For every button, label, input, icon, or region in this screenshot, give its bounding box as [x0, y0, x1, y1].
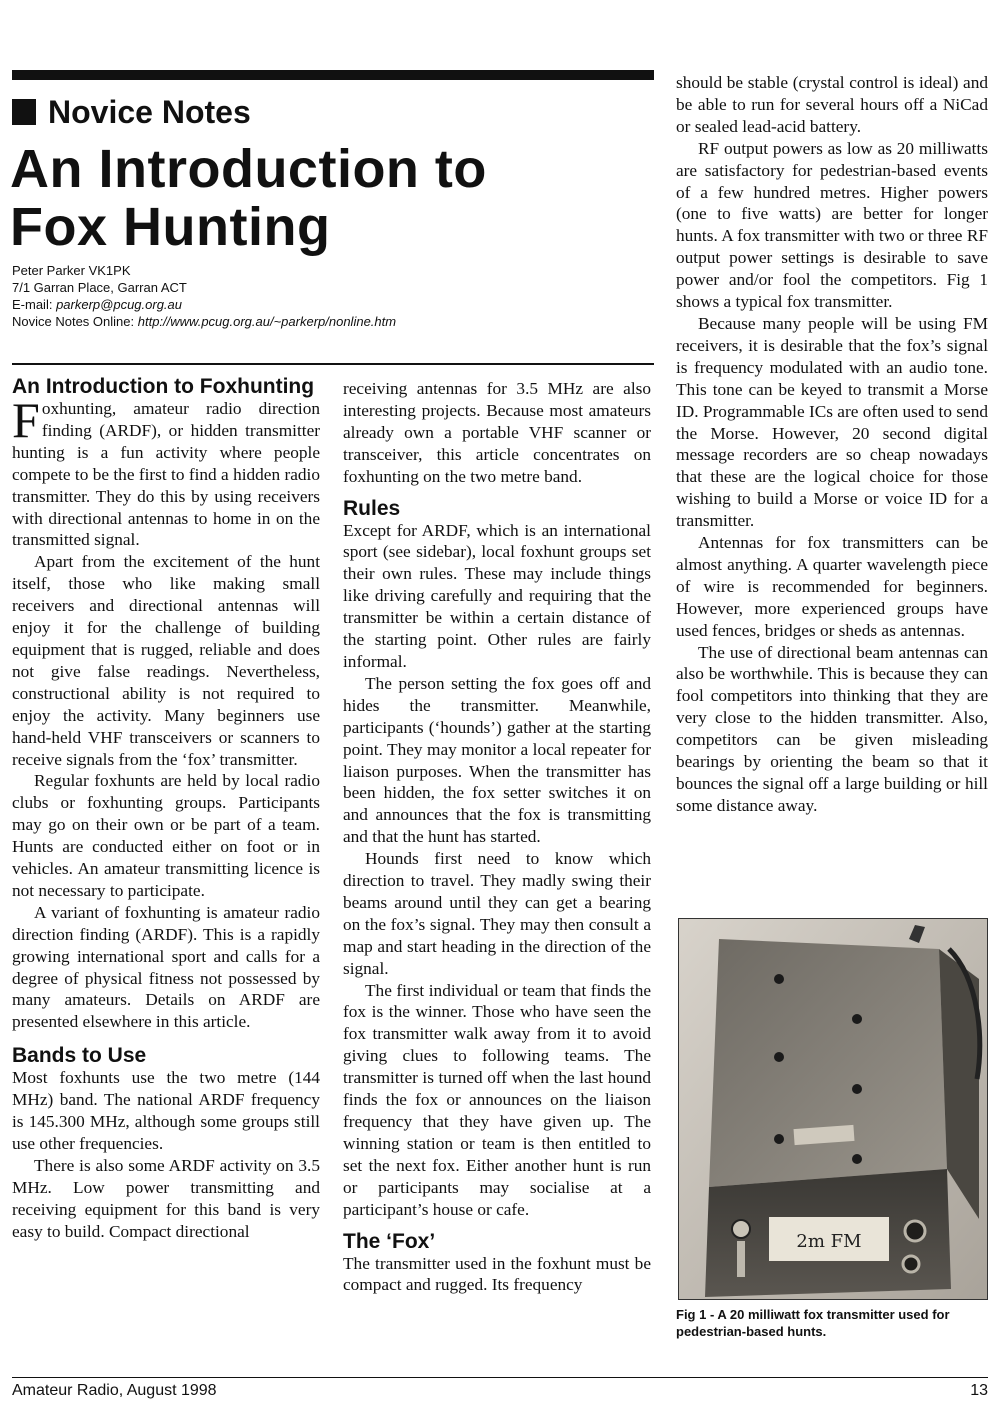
column-3: [676, 72, 988, 817]
online-label: Novice Notes Online:: [12, 314, 138, 329]
drop-cap: F: [12, 392, 40, 448]
divider-rule: [12, 363, 654, 365]
bands-continued: receiving antennas for 3.5 MHz are also interesting projects. Because most amateurs already own a portable VHF scanner or transceiver, this article concentrates on foxhunting on the two metre band.: [343, 379, 651, 486]
column-1: [12, 376, 320, 1243]
fox-paragraph-3: Because many people will be using FM receivers, it is desirable that the fox’s signal is frequency modulated with an audio tone. This tone can be keyed to transmit a Morse ID. Programmable ICs are often used to send the Morse. However, 20 second digital message recorders are so cheap nowadays that these are the logical choice for those wishing to build a Morse or voice ID for a transmitter.: [676, 313, 988, 531]
square-bullet-icon: [12, 99, 36, 125]
author-online-line: [12, 313, 652, 330]
footer-rule: [12, 1377, 988, 1378]
author-email: parkerp@pcug.org.au: [56, 297, 182, 312]
intro-paragraph-3: Regular foxhunts are held by local radio clubs or foxhunting groups. Participants may go on their own or be part of a team. Hunts are conducted either on foot or in vehicles. An amateur transmitting licence is not necessary to participate.: [12, 771, 320, 900]
title-line-2: Fox Hunting: [10, 197, 331, 257]
fox-paragraph-2: RF output powers as low as 20 milliwatts are satisfactory for pedestrian-based events of a few hundred metres. Higher powers (one to five watts) are better for longer hunts. A fox transmitter with two or three RF output power settings is desirable to save power and/or fool the competitors. Fig 1 shows a typical fox transmitter.: [676, 138, 988, 312]
header-rule: [12, 70, 654, 80]
bands-paragraph-2: There is also some ARDF activity on 3.5 MHz. Low power transmitting and receiving equipment for this band is very easy to build. Compact directional: [12, 1155, 320, 1241]
footer-publication: Amateur Radio, August 1998: [12, 1382, 217, 1399]
intro-paragraph-2: Apart from the excitement of the hunt itself, those who like making small receivers and directional antennas will enjoy it for the challenge of building equipment that is rugged, reliable and does not give false readings. Nevertheless, constructional ability is not required to enjoy the activity. Many beginners use hand-held VHF transceivers or scanners to receive signals from the ‘fox’ transmitter.: [12, 552, 320, 769]
column-2: [343, 378, 651, 1296]
fox-continued: should be stable (crystal control is ideal) and be able to run for several hours off a NiCad or sealed lead-acid battery.: [676, 73, 988, 136]
photo-label: 2m FM: [796, 1231, 862, 1252]
rules-heading: Rules: [343, 496, 401, 520]
author-block: [12, 262, 652, 330]
email-label: E-mail:: [12, 297, 57, 312]
author-address: 7/1 Garran Place, Garran ACT: [12, 280, 187, 295]
rules-paragraph-3: Hounds first need to know which direction to travel. They madly swing their beams around until they can get a bearing on the fox’s signal. They may then consult a map and start heading in the direction of the signal.: [343, 849, 651, 978]
title-line-1: An Introduction to: [10, 139, 487, 199]
intro-paragraph-4: A variant of foxhunting is amateur radio direction finding (ARDF). This is a rapidly growing international sport and calls for a degree of physical fitness not possessed by many amateurs. Details on ARDF are presented elsewhere in this article.: [12, 902, 320, 1032]
rules-paragraph-4: The first individual or team that finds the fox is the winner. Those who have seen the fox transmitter walk away from it to avoid giving clues to following teams. The transmitter is turned off when the last hound finds the fox or announces on the liaison frequency that they have given up. The winning station or team is then entitled to set the next fox. Either another hunt is run or participants may socialise at a participant’s house or cafe.: [343, 980, 651, 1219]
section-heading: [12, 92, 652, 132]
fox-paragraph-5: The use of directional beam antennas can also be worthwhile. This is because they can fool competitors into thinking that they are very close to the hidden transmitter. Also, competitors can be given misleading bearings by orienting the beam so that it bounces the signal off a large building or hill some distance away.: [676, 642, 988, 815]
figure-caption: Fig 1 - A 20 milliwatt fox transmitter used for pedestrian-based hunts.: [676, 1307, 950, 1339]
intro-heading: An Introduction to Foxhunting: [12, 375, 315, 398]
bands-paragraph-1: Most foxhunts use the two metre (144 MHz) band. The national ARDF frequency is 145.300 MHz, although some groups still use other frequencies.: [12, 1068, 320, 1153]
intro-paragraph-1: [12, 392, 320, 551]
rules-paragraph-1: Except for ARDF, which is an international sport (see sidebar), local foxhunt groups set their own rules. These may include things like driving carefully and requiring that the transmitter be within a certain distance of the starting point. Other rules are fairly informal.: [343, 520, 651, 671]
fox-paragraph-4: Antennas for fox transmitters can be almost anything. A quarter wavelength piece of wire is recommended for beginners. However, more experienced groups have used fences, bridges or sheds as antennas.: [676, 533, 988, 640]
rules-paragraph-2: The person setting the fox goes off and hides the transmitter. Meanwhile, participants (‘hounds’) gather at the starting point. They may monitor a local repeater for liaison purposes. When the transmitter has been hidden, the fox setter switches it on and announces that the fox is transmitting and that the hunt has started.: [343, 673, 651, 847]
author-online-url: http://www.pcug.org.au/~parkerp/nonline.htm: [137, 314, 397, 329]
transmitter-photo: [678, 918, 988, 1300]
fox-heading: The ‘Fox’: [343, 1229, 436, 1253]
intro-paragraph-1-text: oxhunting, amateur radio direction finding (ARDF), or hidden transmitter hunting is a fun activity where people compete to be the first to find a hidden radio transmitter. They do this by using receivers with directional antennas to home in on the transmitted signal.: [12, 399, 320, 550]
bands-heading: Bands to Use: [12, 1044, 147, 1068]
author-name: Peter Parker VK1PK: [12, 263, 131, 278]
transmitter-photo-image: [679, 919, 987, 1299]
author-email-line: [12, 296, 652, 313]
fox-paragraph-1: The transmitter used in the foxhunt must be compact and rugged. Its frequency: [343, 1253, 651, 1295]
article-title: [10, 140, 650, 256]
section-label: Novice Notes: [48, 94, 251, 130]
page-number: 13: [970, 1382, 988, 1399]
